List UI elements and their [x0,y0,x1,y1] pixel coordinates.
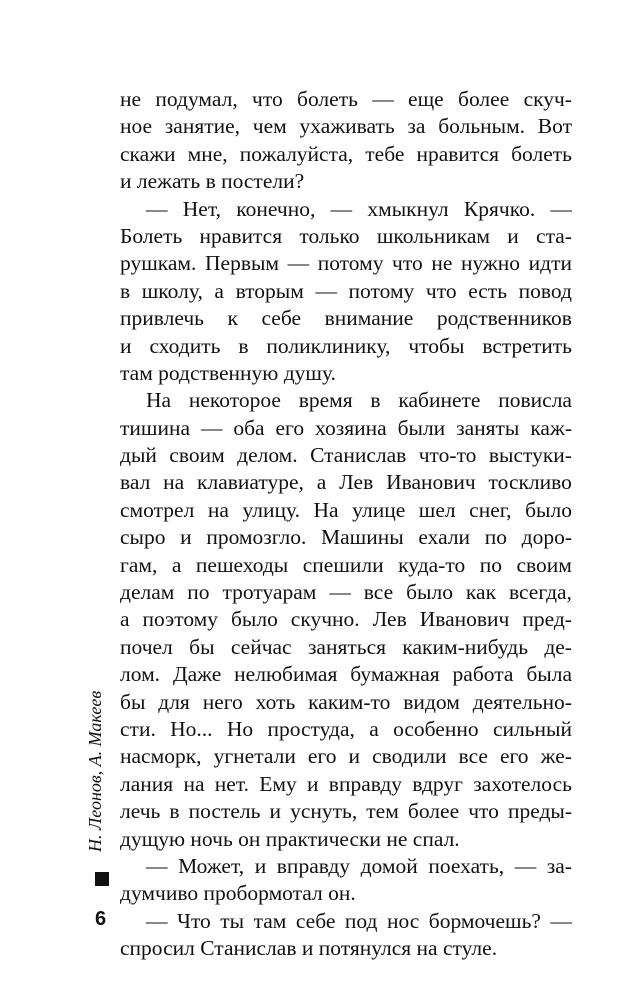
text-line: в школу, а вторым — потому что есть повод [120,278,572,303]
text-line: там родственную душу. [120,360,336,385]
text-line: — Что ты там себе под нос бормочешь? — [146,908,572,933]
page-number: 6 [95,908,107,930]
text-line: гам, а пешеходы спешили куда-то по своим [120,552,572,577]
text-line: На некоторое время в кабинете повисла [146,388,572,413]
text-line: смотрел на улицу. На улице шел снег, было [120,497,572,522]
text-line: сыро и промозгло. Машины ехали по доро- [120,525,572,550]
body-text [120,86,572,963]
text-line: Болеть нравится только школьникам и ста- [120,223,572,248]
text-line: рушкам. Первым — потому что не нужно идти [120,251,572,276]
text-line: привлечь к себе внимание родственников [120,306,572,331]
text-line: бы для него хоть каким-то видом деятельно- [120,689,572,714]
text-line: — Нет, конечно, — хмыкнул Крячко. — [146,196,572,221]
text-line: не подумал, что болеть — еще более скуч- [120,87,572,111]
text-line: тишина — оба его хозяина были заняты каж- [120,415,572,440]
text-line: спросил Станислав и потянулся на стуле. [120,936,498,961]
text-line: а поэтому было скучно. Лев Иванович пред- [120,607,572,632]
text-line: и лежать в постели? [120,169,305,194]
text-line: и сходить в поликлинику, чтобы встретить [120,333,572,358]
text-line: лом. Даже нелюбимая бумажная работа была [120,662,572,687]
text-line: думчиво пробормотал он. [120,881,356,906]
square-marker-icon [95,872,109,886]
text-line: дый своим делом. Станислав что-то выстуки- [120,443,572,468]
author-running-head: Н. Леонов, А. Макеев [85,690,105,852]
text-line: насморк, угнетали его и сводили все его же- [120,744,572,769]
text-line: делам по тротуарам — все было как всегда, [120,580,572,605]
text-line: вал на клавиатуре, а Лев Иванович тоскливо [120,470,572,495]
text-line: лания на нет. Ему и вправду вдруг захотелось [120,771,572,796]
text-line: почел бы сейчас заняться каким-нибудь де- [120,634,572,659]
text-line: ное занятие, чем ухаживать за больным. Вот [120,114,572,139]
text-line: дущую ночь он практически не спал. [120,826,460,851]
text-line: — Может, и вправду домой поехать, — за- [146,853,572,878]
text-line: лечь в постель и уснуть, тем более что преды- [120,799,572,824]
text-line: скажи мне, пожалуйста, тебе нравится болеть [120,141,572,166]
text-line: сти. Но... Но простуда, а особенно сильный [120,716,572,741]
